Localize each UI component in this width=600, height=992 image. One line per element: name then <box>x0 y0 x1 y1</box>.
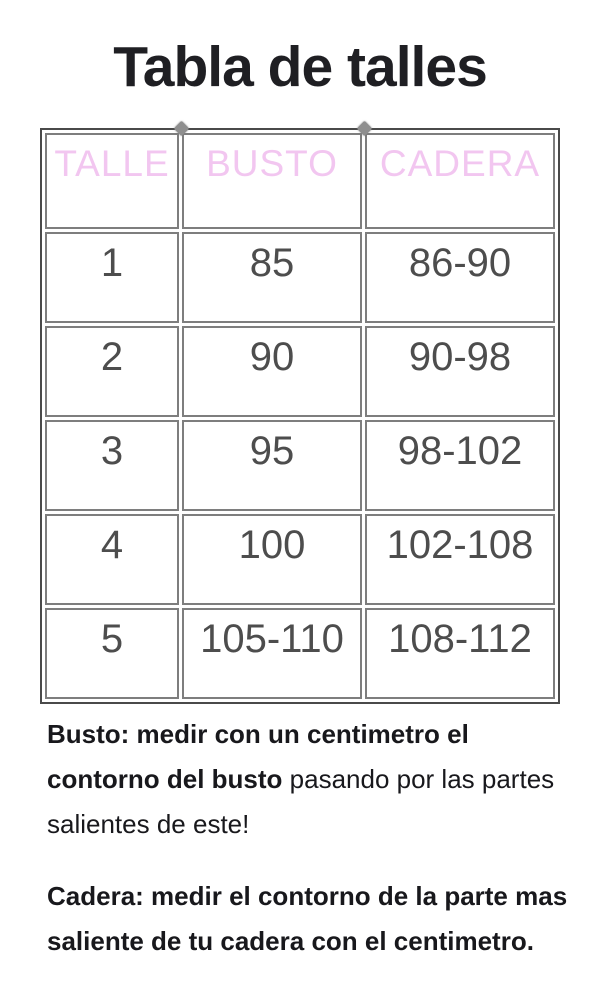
cell-cadera: 98-102 <box>365 420 555 511</box>
page-title: Tabla de talles <box>113 35 487 99</box>
cell-busto: 105-110 <box>182 608 362 699</box>
cell-busto: 85 <box>182 232 362 323</box>
cell-talle: 3 <box>45 420 179 511</box>
cell-cadera: 86-90 <box>365 232 555 323</box>
cell-busto: 90 <box>182 326 362 417</box>
header-row <box>45 133 555 229</box>
cell-cadera: 108-112 <box>365 608 555 699</box>
table-row <box>45 608 555 699</box>
cell-busto: 100 <box>182 514 362 605</box>
column-header-busto: BUSTO <box>182 133 362 229</box>
cell-talle: 5 <box>45 608 179 699</box>
cell-cadera: 90-98 <box>365 326 555 417</box>
measurement-notes <box>47 712 579 964</box>
cell-talle: 4 <box>45 514 179 605</box>
busto-note-lead: Busto: medir con un centimetro el contorno del busto <box>47 719 469 794</box>
table-row <box>45 326 555 417</box>
cell-cadera: 102-108 <box>365 514 555 605</box>
cell-busto: 95 <box>182 420 362 511</box>
table-row <box>45 514 555 605</box>
column-header-cadera: CADERA <box>365 133 555 229</box>
table-row <box>45 232 555 323</box>
busto-note <box>47 712 579 847</box>
cell-talle: 1 <box>45 232 179 323</box>
busto-note-rest: pasando por las partes salientes de este! <box>47 764 555 839</box>
size-table <box>40 128 560 704</box>
column-header-talle: TALLE <box>45 133 179 229</box>
table-row <box>45 420 555 511</box>
cadera-note: Cadera: medir el contorno de la parte mas saliente de tu cadera con el centimetro. <box>47 881 568 956</box>
cell-talle: 2 <box>45 326 179 417</box>
